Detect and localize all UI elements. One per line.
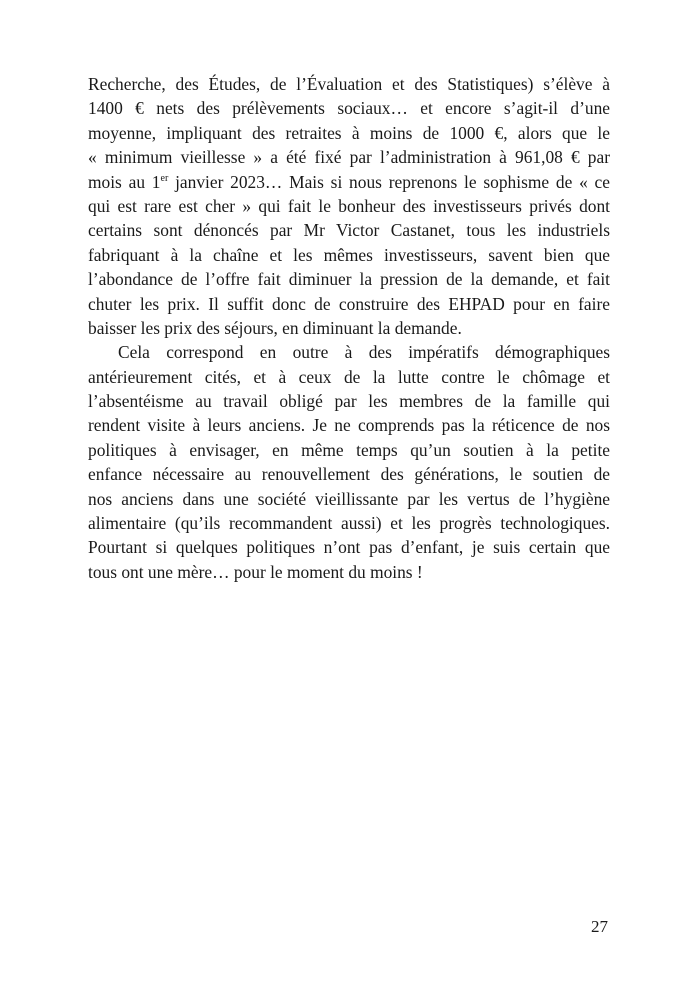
text-line: qui est rare est cher » qui fait le bonheur des investisseurs privés dont	[88, 195, 610, 216]
text-line: moyenne, impliquant des retraites à moins de 1000 €, alors que le	[88, 122, 610, 143]
page-number: 27	[591, 917, 608, 936]
text-line: nos anciens dans une société vieillissante par les vertus de l’hygiène	[88, 488, 610, 509]
text-line: l’abondance de l’offre fait diminuer la pression de la demande, et fait	[88, 269, 610, 290]
text-segment: mois au 1	[88, 171, 161, 192]
text-line: politiques à envisager, en même temps qu’un soutien à la petite	[88, 439, 610, 460]
text-line: Cela correspond en outre à des impératifs démographiques	[118, 342, 610, 363]
text-line: antérieurement cités, et à ceux de la lutte contre le chômage et	[88, 366, 610, 387]
text-line: alimentaire (qu’ils recommandent aussi) et les progrès technologiques.	[88, 513, 610, 534]
text-line: fabriquant à la chaîne et les mêmes investisseurs, savent bien que	[88, 244, 610, 265]
text-line: tous ont une mère… pour le moment du moins !	[88, 561, 423, 582]
paragraph-1	[88, 72, 610, 340]
text-line: chuter les prix. Il suffit donc de construire des EHPAD pour en faire	[88, 293, 610, 314]
text-line: baisser les prix des séjours, en diminuant la demande.	[88, 317, 462, 338]
text-segment: janvier 2023… Mais si nous reprenons le sophisme de « ce	[168, 171, 610, 192]
text-line: Pourtant si quelques politiques n’ont pas d’enfant, je suis certain que	[88, 537, 610, 558]
text-line: enfance nécessaire au renouvellement des générations, le soutien de	[88, 464, 610, 485]
text-line: certains sont dénoncés par Mr Victor Castanet, tous les industriels	[88, 220, 610, 241]
text-line-with-superscript	[88, 170, 610, 194]
text-line: 1400 € nets des prélèvements sociaux… et encore s’agit-il d’une	[88, 98, 610, 119]
text-line: rendent visite à leurs anciens. Je ne comprends pas la réticence de nos	[88, 415, 610, 436]
paragraph-2	[88, 340, 610, 584]
body-text	[88, 72, 610, 584]
text-line: « minimum vieillesse » a été fixé par l’administration à 961,08 € par	[88, 147, 610, 168]
text-line: l’absentéisme au travail obligé par les membres de la famille qui	[88, 391, 610, 412]
text-line: Recherche, des Études, de l’Évaluation et des Statistiques) s’élève à	[88, 74, 610, 94]
ordinal-superscript: er	[160, 172, 169, 184]
